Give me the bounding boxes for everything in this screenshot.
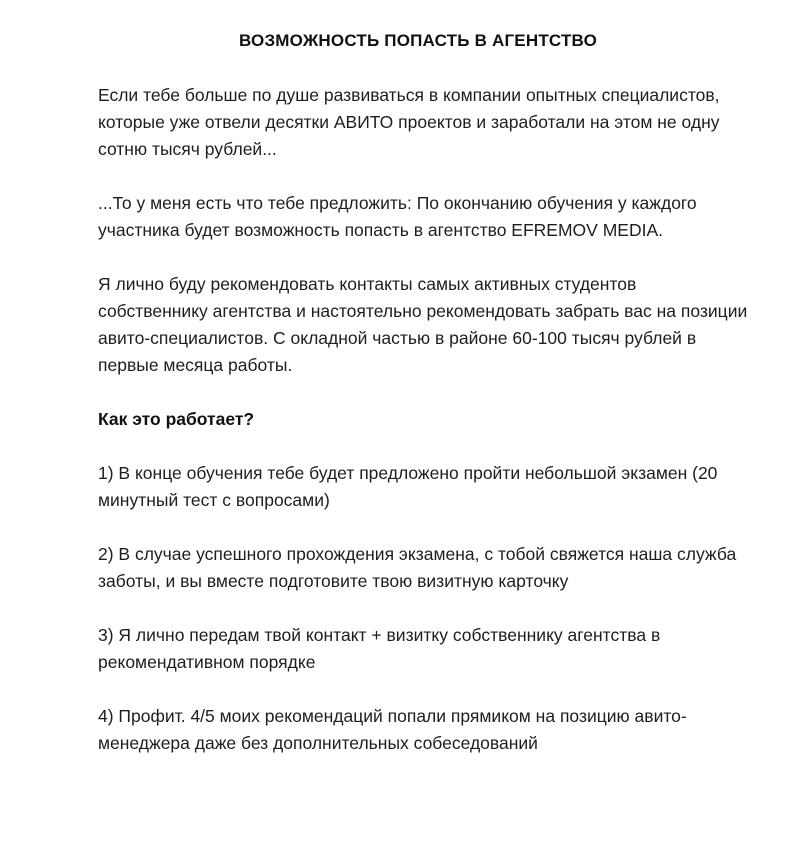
step-item: 2) В случае успешного прохождения экзамена, с тобой свяжется наша служба заботы, и вы вместе подготовите твою визитную карточку <box>98 544 737 591</box>
page-title: ВОЗМОЖНОСТЬ ПОПАСТЬ В АГЕНТСТВО <box>238 31 598 50</box>
step-item: 4) Профит. 4/5 моих рекомендаций попали прямиком на позицию авито-менеджера даже без дополнительных собеседований <box>98 706 687 753</box>
intro-paragraph: Если тебе больше по душе развиваться в компании опытных специалистов, которые уже отвели десятки АВИТО проектов и заработали на этом не одну сотню тысяч рублей... <box>98 85 720 159</box>
recommendation-paragraph: Я лично буду рекомендовать контакты самых активных студентов собственнику агентства и настоятельно рекомендовать забрать вас на позиции авито-специалистов. С окладной частью в районе 60-100 тысяч рублей в первые месяца работы. <box>98 274 748 375</box>
how-it-works-heading: Как это работает? <box>98 409 255 429</box>
offer-paragraph: ...То у меня есть что тебе предложить: По окончанию обучения у каждого участника будет возможность попасть в агентство EFREMOV MEDIA. <box>98 193 697 240</box>
content <box>98 82 748 784</box>
step-item: 1) В конце обучения тебе будет предложено пройти небольшой экзамен (20 минутный тест с вопросами) <box>98 463 718 510</box>
step-item: 3) Я лично передам твой контакт + визитку собственнику агентства в рекомендативном порядке <box>98 625 661 672</box>
